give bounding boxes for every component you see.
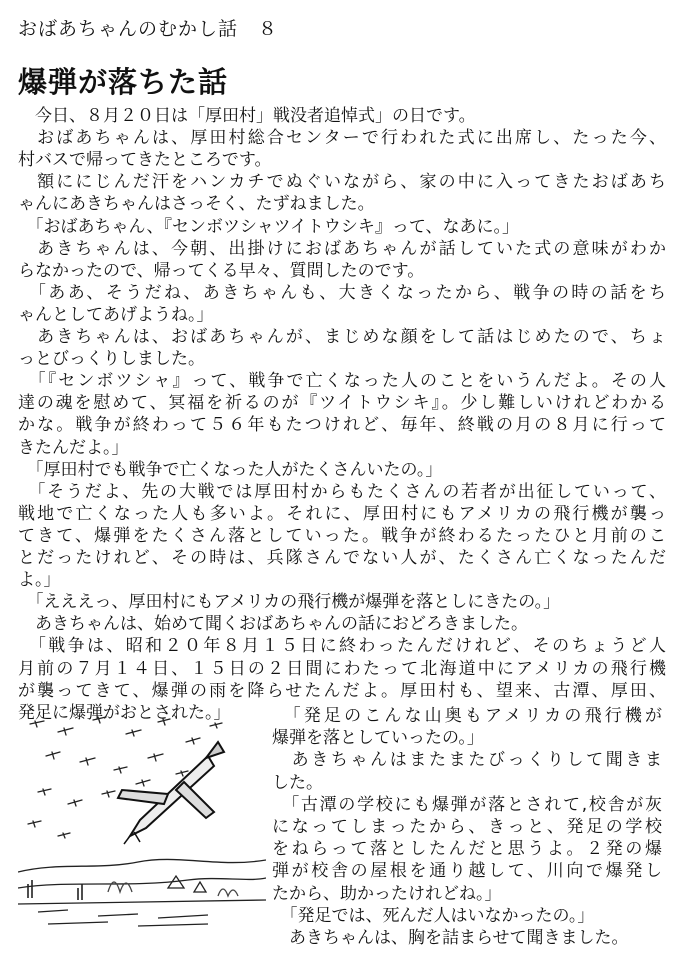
body-text-line: あきちゃんは、今朝、出掛けにおばあちゃんが話していた式の意味がわか bbox=[18, 238, 666, 259]
body-text-line: 「発足のこんな山奥もアメリカの飛行機が bbox=[272, 706, 662, 726]
body-text-line: 「古潭の学校にも爆弾が落とされて,校舎が灰 bbox=[272, 794, 662, 815]
body-text-line: 「そうだよ、先の大戦では厚田村からもたくさんの若者が出征していって、 bbox=[18, 481, 666, 502]
ground-scene bbox=[18, 859, 266, 926]
body-text-line: をねらって落としたんだと思うよ。２発の爆 bbox=[272, 839, 662, 860]
body-text-line: とだったけれど、その時は、兵隊さんでない人が、たくさん亡くなったんだ bbox=[18, 548, 666, 568]
body-text-line: あきちゃんはまたまたびっくりして聞きま bbox=[272, 750, 662, 771]
article-title: 爆弾が落ちた話 bbox=[18, 65, 229, 99]
body-text-line: てきて、爆弾をたくさん落としていった。戦争が終わるたったひと月前のこ bbox=[18, 525, 666, 546]
body-text-line: 月前の７月１４日、１５日の２日間にわたって北海道中にアメリカの飛行機 bbox=[18, 658, 666, 679]
body-text-line: ゃんにあきちゃんはさっそく、たずねました。 bbox=[18, 194, 375, 215]
body-text-line: きたんだよ。」 bbox=[18, 437, 129, 458]
body-text-line: おばあちゃんは、厚田村総合センターで行われた式に出席し、たった今、 bbox=[18, 128, 666, 149]
body-text-line: が襲ってきて、爆弾の雨を降らせたんだよ。厚田村も、望来、古潭、厚田、 bbox=[18, 680, 666, 701]
body-text-line: 今日、８月２０日は「厚田村」戦没者追悼式」の日です。 bbox=[18, 106, 476, 126]
body-text-line: 爆弾を落としていったの。」 bbox=[272, 728, 484, 749]
body-text-line: 「えええっ、厚田村にもアメリカの飛行機が爆弾を落としにきたの。」 bbox=[18, 592, 561, 613]
body-text-line: した。 bbox=[272, 772, 323, 793]
body-text-line: ゃんとしてあげようね。」 bbox=[18, 304, 214, 325]
body-text-line: 達の魂を慰めて、冥福を祈るのが『ツイトウシキ』。少し難しいけれどわかる bbox=[18, 393, 666, 414]
body-text-line: らなかったので、帰ってくる早々、質問したのです。 bbox=[18, 260, 425, 281]
warplane-sketch-illustration bbox=[18, 712, 266, 930]
body-text-line: 「ああ、そうだね、あきちゃんも、大きくなったから、戦争の時の話をち bbox=[18, 282, 666, 303]
body-text-line: よ。」 bbox=[18, 570, 61, 591]
body-text-line: になってしまったから、きっと、発足の学校 bbox=[272, 817, 662, 837]
body-text-line: 村バスで帰ってきたところです。 bbox=[18, 150, 272, 171]
series-header: おばあちゃんのむかし話 ８ bbox=[18, 18, 279, 40]
body-text-line: かな。戦争が終わって５６年もたつけれど、毎年、終戦の月の８月に行って bbox=[18, 415, 666, 436]
body-text-line: っとびっくりしました。 bbox=[18, 349, 205, 370]
body-text-line: 「戦争は、昭和２０年８月１５日に終わったんだけれど、そのちょうど人 bbox=[18, 636, 666, 657]
body-text-line: 「『センボツシャ』って、戦争で亡くなった人のことをいうんだよ。その人 bbox=[18, 371, 666, 392]
body-text-line: 額ににじんだ汗をハンカチでぬぐいながら、家の中に入ってきたおばあち bbox=[18, 172, 666, 193]
body-text-line: 弾が校舎の屋根を通り越して、川向で爆発し bbox=[272, 861, 662, 882]
body-text-line: 「厚田村でも戦争で亡くなった人がたくさんいたの。」 bbox=[18, 459, 443, 480]
body-text-line: 発足に爆弾がおとされた。」 bbox=[18, 702, 231, 723]
body-text-line: あきちゃんは、おばあちゃんが、まじめな顔をして話はじめたので、ちょ bbox=[18, 327, 666, 347]
body-text-line: 「発足では、死んだ人はいなかったの。」 bbox=[272, 905, 595, 926]
body-text-line: 「おばあちゃん、『センボツシャツイトウシキ』って、なあに。」 bbox=[18, 216, 519, 237]
diving-warplane bbox=[118, 742, 224, 844]
body-text-line: あきちゃんは、始めて聞くおばあちゃんの話におどろきました。 bbox=[18, 614, 528, 635]
body-text-line: たから、助かったけれどね。」 bbox=[272, 883, 502, 904]
body-text-line: あきちゃんは、胸を詰まらせて聞きました。 bbox=[272, 928, 629, 948]
body-text-line: 戦地で亡くなった人も多いよ。それに、厚田村にもアメリカの飛行機が襲っ bbox=[18, 503, 666, 524]
